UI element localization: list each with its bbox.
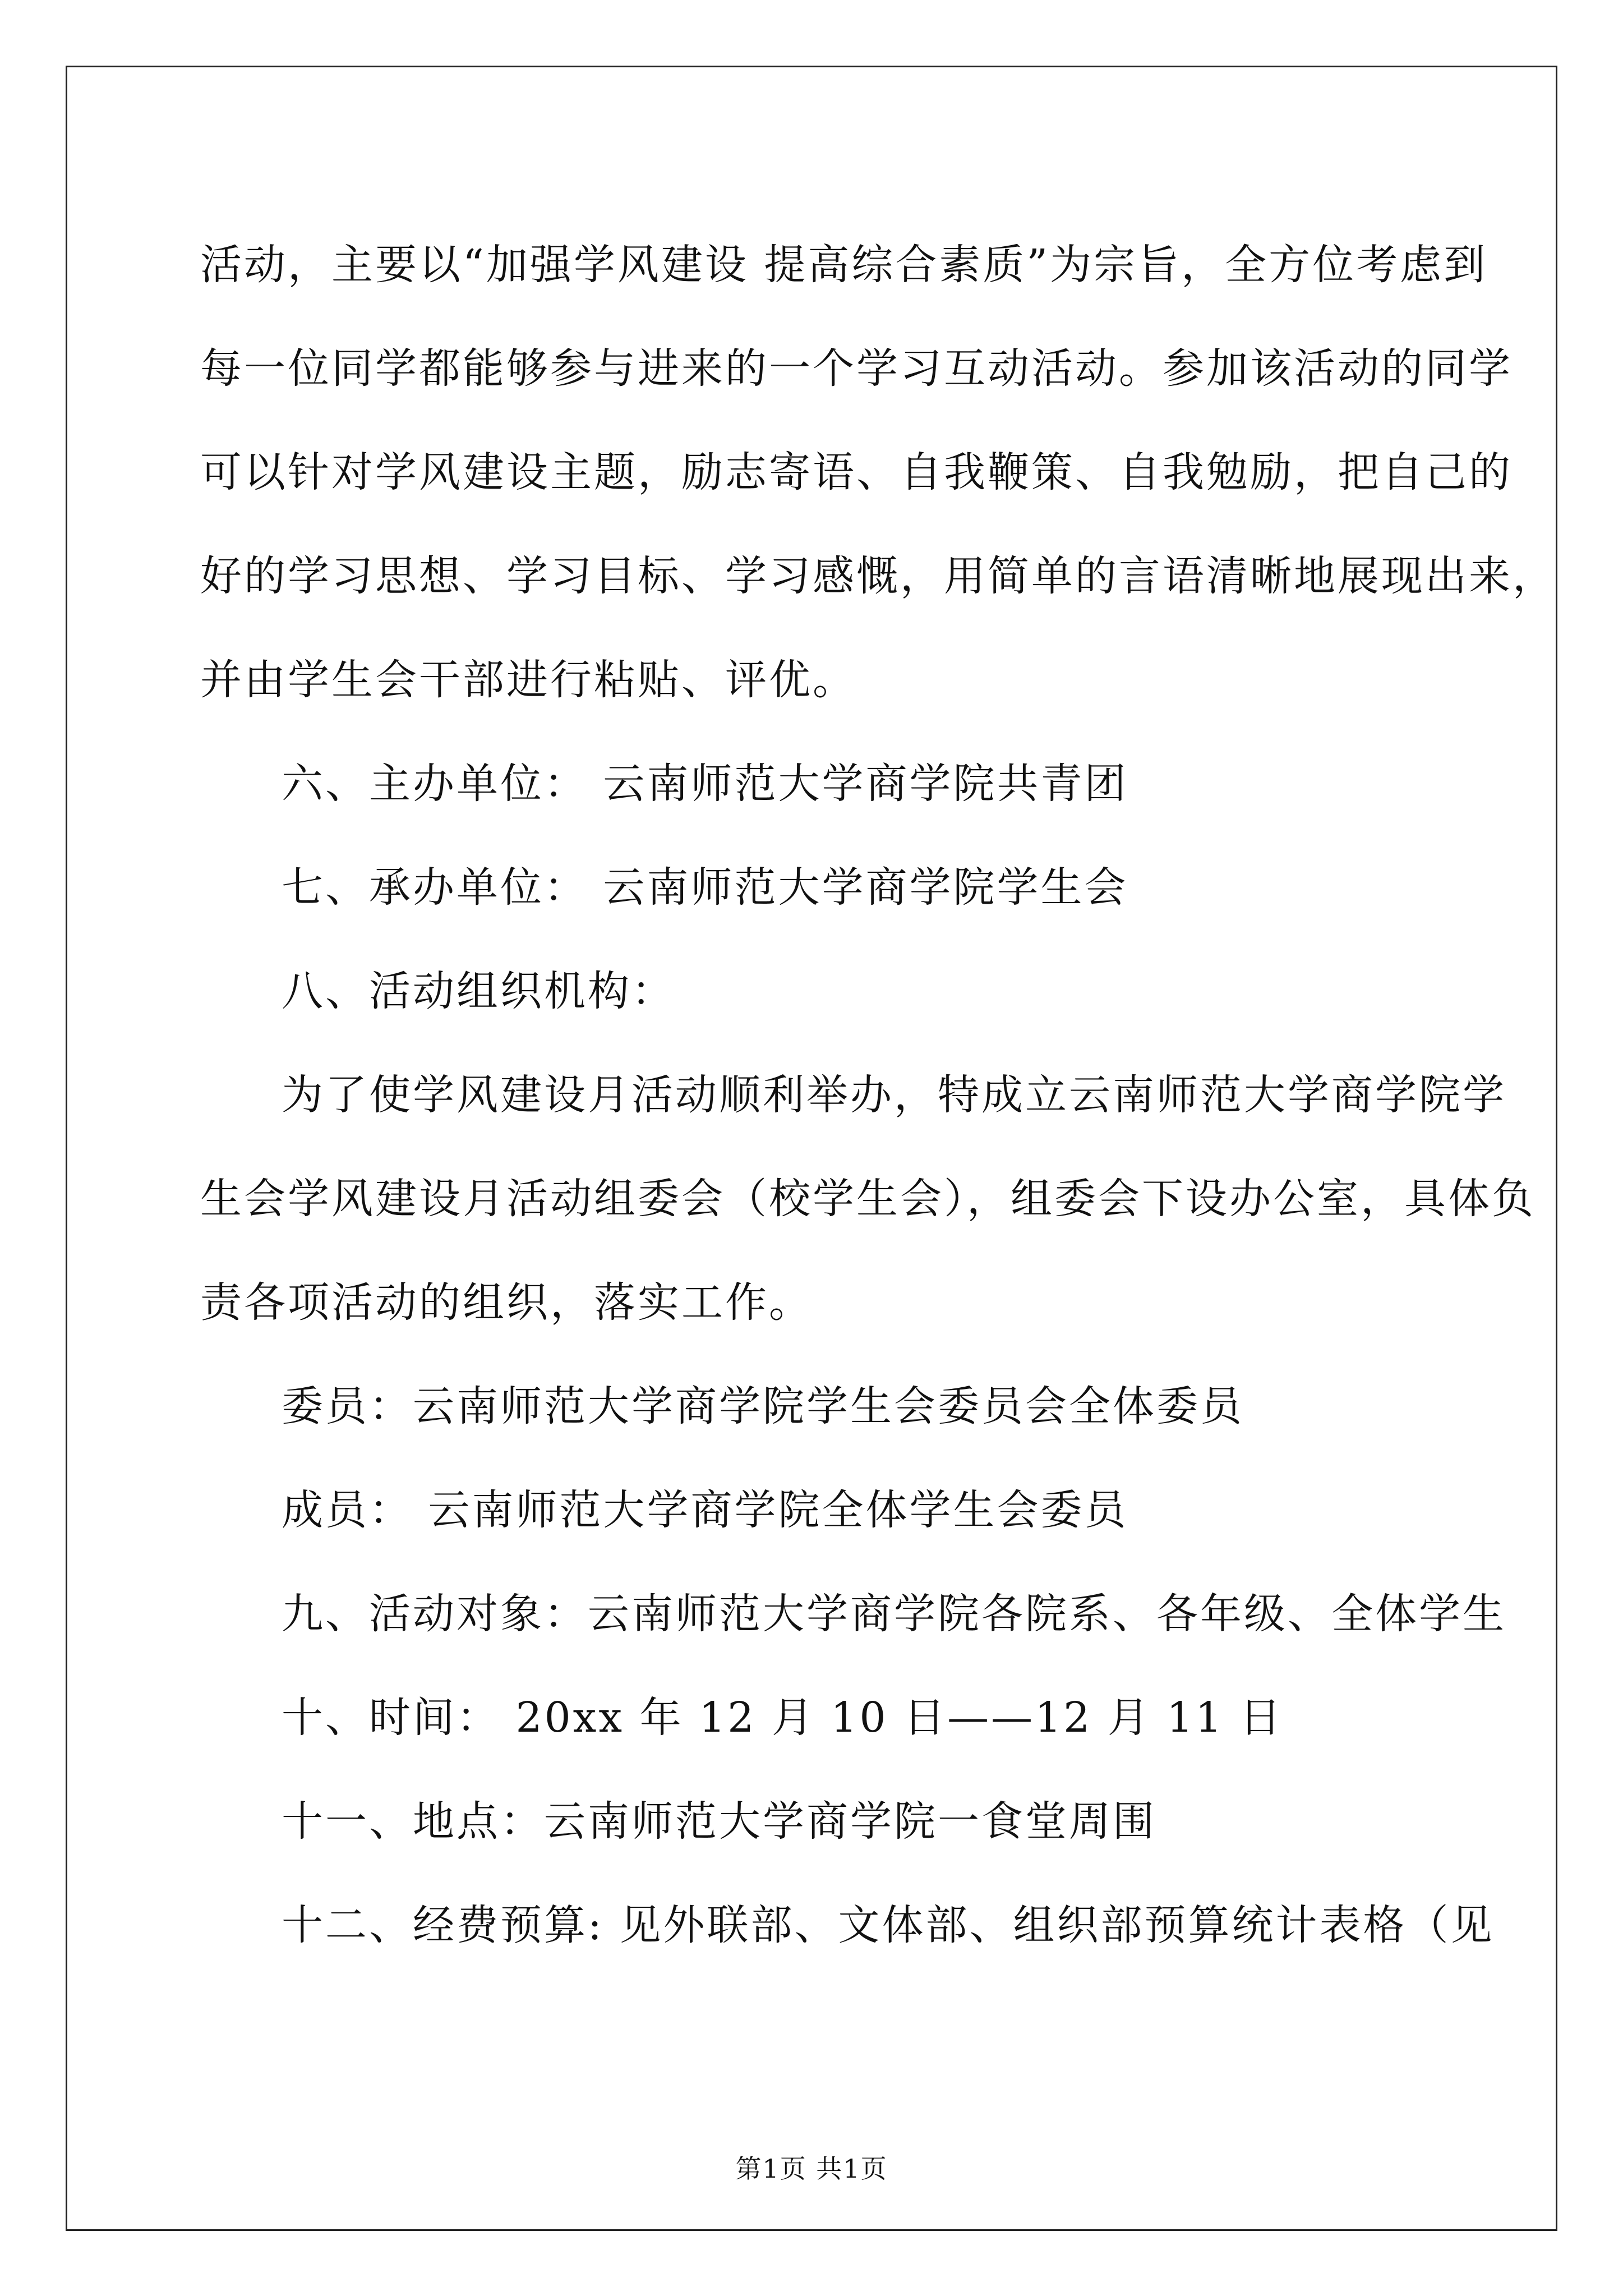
paragraph-line: 生会学风建设月活动组委会（校学生会），组委会下设办公室，具体负 <box>200 1175 1536 1223</box>
paragraph-line: 好的学习思想、学习目标、学习感慨，用简单的言语清晰地展现出来， <box>200 552 1556 600</box>
section-heading-host: 六、主办单位： 云南师范大学商学院共青团 <box>282 760 1128 808</box>
paragraph-line: 活动，主要以“加强学风建设 提高综合素质”为宗旨，全方位考虑到 <box>200 241 1488 289</box>
section-heading-participants: 九、活动对象：云南师范大学商学院各院系、各年级、全体学生 <box>282 1590 1506 1638</box>
page-footer: 第1页 共1页 <box>735 2154 888 2184</box>
paragraph-line: 每一位同学都能够参与进来的一个学习互动活动。参加该活动的同学 <box>200 344 1513 393</box>
committee-line: 委员：云南师范大学商学院学生会委员会全体委员 <box>282 1382 1244 1430</box>
section-heading-organizer: 七、承办单位： 云南师范大学商学院学生会 <box>282 863 1128 912</box>
paragraph-line: 可以针对学风建设主题，励志寄语、自我鞭策、自我勉励，把自己的 <box>200 448 1513 496</box>
section-heading-budget: 十二、经费预算: 见外联部、文体部、组织部预算统计表格（见 <box>282 1901 1495 1949</box>
section-heading-time: 十、时间： 20xx 年 12 月 10 日——12 月 11 日 <box>282 1694 1283 1742</box>
document-body <box>200 213 1556 1977</box>
paragraph-line: 责各项活动的组织，落实工作。 <box>200 1278 813 1327</box>
section-heading-structure: 八、活动组织机构： <box>282 967 675 1015</box>
section-heading-location: 十一、地点：云南师范大学商学院一食堂周围 <box>282 1797 1156 1846</box>
paragraph-line: 并由学生会干部进行粘贴、评优。 <box>200 656 856 704</box>
paragraph-line: 为了使学风建设月活动顺利举办，特成立云南师范大学商学院学 <box>282 1071 1506 1119</box>
members-line: 成员： 云南师范大学商学院全体学生会委员 <box>282 1486 1128 1534</box>
